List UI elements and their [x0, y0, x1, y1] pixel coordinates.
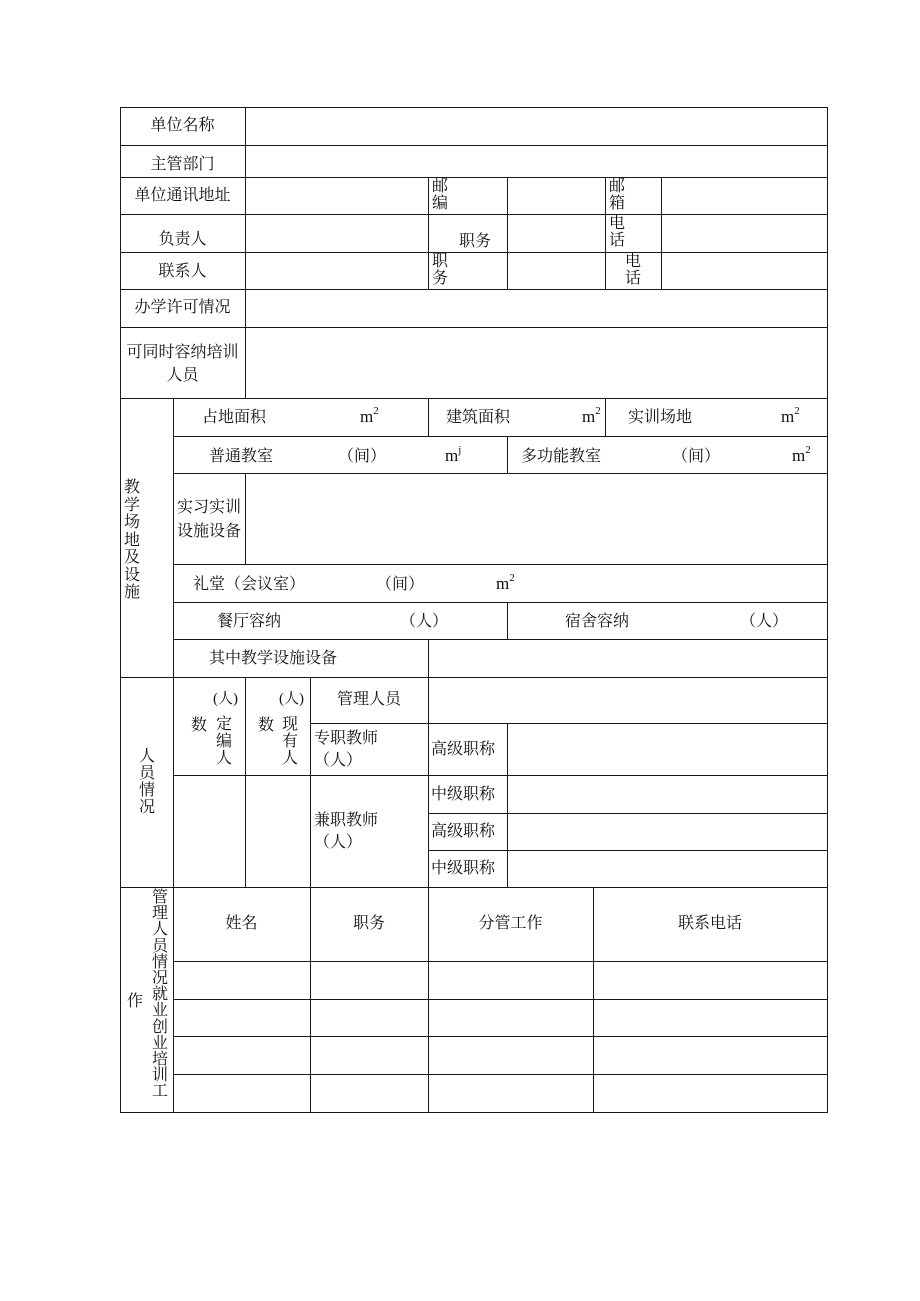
rule [173, 564, 828, 565]
head-position-label: 职务 [459, 233, 492, 250]
fulltime-teacher-unit: （人） [314, 752, 363, 769]
rule [173, 1036, 828, 1037]
dept-label: 主管部门 [150, 156, 215, 173]
hall-label: 礼堂（会议室） [193, 576, 306, 593]
building-area-label: 建筑面积 [446, 409, 511, 426]
land-area-unit: $m^2$ [360, 405, 379, 426]
managers-section-extra: 作 [127, 993, 144, 1010]
rule [245, 473, 246, 564]
rule [173, 775, 828, 776]
rule [173, 473, 828, 474]
fulltime-senior-label: 高级职称 [431, 741, 496, 758]
rule [605, 177, 606, 290]
management-label: 管理人员 [336, 691, 401, 708]
facilities-section-label: 教学场地及设施 [123, 479, 140, 601]
teaching-equipment-label: 其中教学设施设备 [209, 650, 338, 667]
quota-unit-paren: (人) [213, 691, 238, 707]
unit-name-label: 单位名称 [150, 117, 215, 134]
hall-area-unit: $m^2$ [496, 572, 515, 593]
capacity-label: 可同时容纳培训 [126, 344, 239, 361]
rule [428, 677, 429, 1113]
parttime-teacher-unit: （人） [314, 834, 363, 851]
managers-section-label: 管理人员情况就业创业培训工 [151, 889, 168, 1101]
rule [173, 639, 828, 640]
rule [120, 145, 828, 146]
rule [120, 177, 828, 178]
rule [120, 677, 828, 678]
rule [605, 398, 606, 436]
contact-position-label: 职务 [431, 253, 448, 287]
dorm-label: 宿舍容纳 [565, 613, 630, 630]
license-label: 办学许可情况 [134, 299, 231, 316]
building-area-unit: $m^2$ [582, 405, 601, 426]
rule [120, 1112, 828, 1113]
rule [173, 961, 828, 962]
rule [120, 107, 121, 1113]
rule [173, 398, 174, 1113]
current-label: 现有人 [281, 716, 298, 767]
rule [120, 214, 828, 215]
rule [507, 177, 508, 290]
land-area-label: 占地面积 [202, 409, 267, 426]
rule [120, 327, 828, 328]
staff-section-label: 人员情况 [138, 748, 155, 816]
practice-label: 实习实训 [177, 499, 242, 516]
multi-classroom-area-unit: $m^2$ [792, 444, 811, 465]
capacity-label-2: 人员 [166, 367, 199, 384]
rule [173, 602, 828, 603]
col-header-name: 姓名 [225, 915, 258, 932]
quota-label: 定编人 [215, 716, 232, 767]
classroom-area-unit: $m^j$ [445, 444, 462, 465]
rule [245, 677, 246, 887]
rule [507, 436, 508, 473]
current-unit-paren: (人) [279, 691, 304, 707]
rule [428, 177, 429, 290]
dorm-unit: （人） [740, 613, 789, 630]
parttime-senior-label: 高级职称 [431, 823, 496, 840]
col-header-position: 职务 [352, 915, 385, 932]
multi-classroom-rooms-unit: （间） [672, 448, 721, 465]
rule [428, 850, 828, 851]
current-count-char: 数 [258, 717, 275, 734]
email-label: 邮箱 [608, 178, 625, 212]
contact-label: 联系人 [158, 263, 207, 280]
parttime-middle-label-b: 中级职称 [431, 860, 496, 877]
rule [120, 398, 828, 399]
training-site-label: 实训场地 [628, 409, 693, 426]
rule [173, 436, 828, 437]
dining-label: 餐厅容纳 [217, 613, 282, 630]
parttime-teacher-label: 兼职教师 [314, 812, 379, 829]
rule [120, 289, 828, 290]
rule [173, 999, 828, 1000]
classroom-rooms-unit: （间） [338, 448, 387, 465]
rule [120, 252, 828, 253]
rule [507, 723, 508, 887]
rule [310, 723, 828, 724]
classroom-label: 普通教室 [209, 448, 274, 465]
fulltime-teacher-label: 专职教师 [314, 730, 379, 747]
practice-label-2: 设施设备 [177, 523, 242, 540]
rule [245, 107, 246, 398]
col-header-phone: 联系电话 [677, 915, 742, 932]
rule [428, 398, 429, 436]
contact-phone-label: 电话 [624, 253, 641, 287]
quota-count-char: 数 [191, 717, 208, 734]
rule [827, 107, 828, 1113]
address-label: 单位通讯地址 [134, 187, 231, 204]
rule [310, 677, 311, 1113]
head-phone-label: 电话 [608, 215, 625, 249]
dining-unit: （人） [400, 613, 449, 630]
rule [120, 107, 828, 108]
rule [428, 813, 828, 814]
col-header-duty: 分管工作 [478, 915, 543, 932]
head-label: 负责人 [158, 231, 207, 248]
hall-rooms-unit: （间） [376, 576, 425, 593]
multi-classroom-label: 多功能教室 [521, 448, 602, 465]
rule [507, 602, 508, 639]
rule [120, 887, 828, 888]
rule [173, 1074, 828, 1075]
parttime-middle-label-a: 中级职称 [431, 786, 496, 803]
rule [428, 639, 429, 677]
rule [661, 177, 662, 290]
postcode-label: 邮编 [431, 178, 448, 212]
training-site-unit: $m^2$ [781, 405, 800, 426]
